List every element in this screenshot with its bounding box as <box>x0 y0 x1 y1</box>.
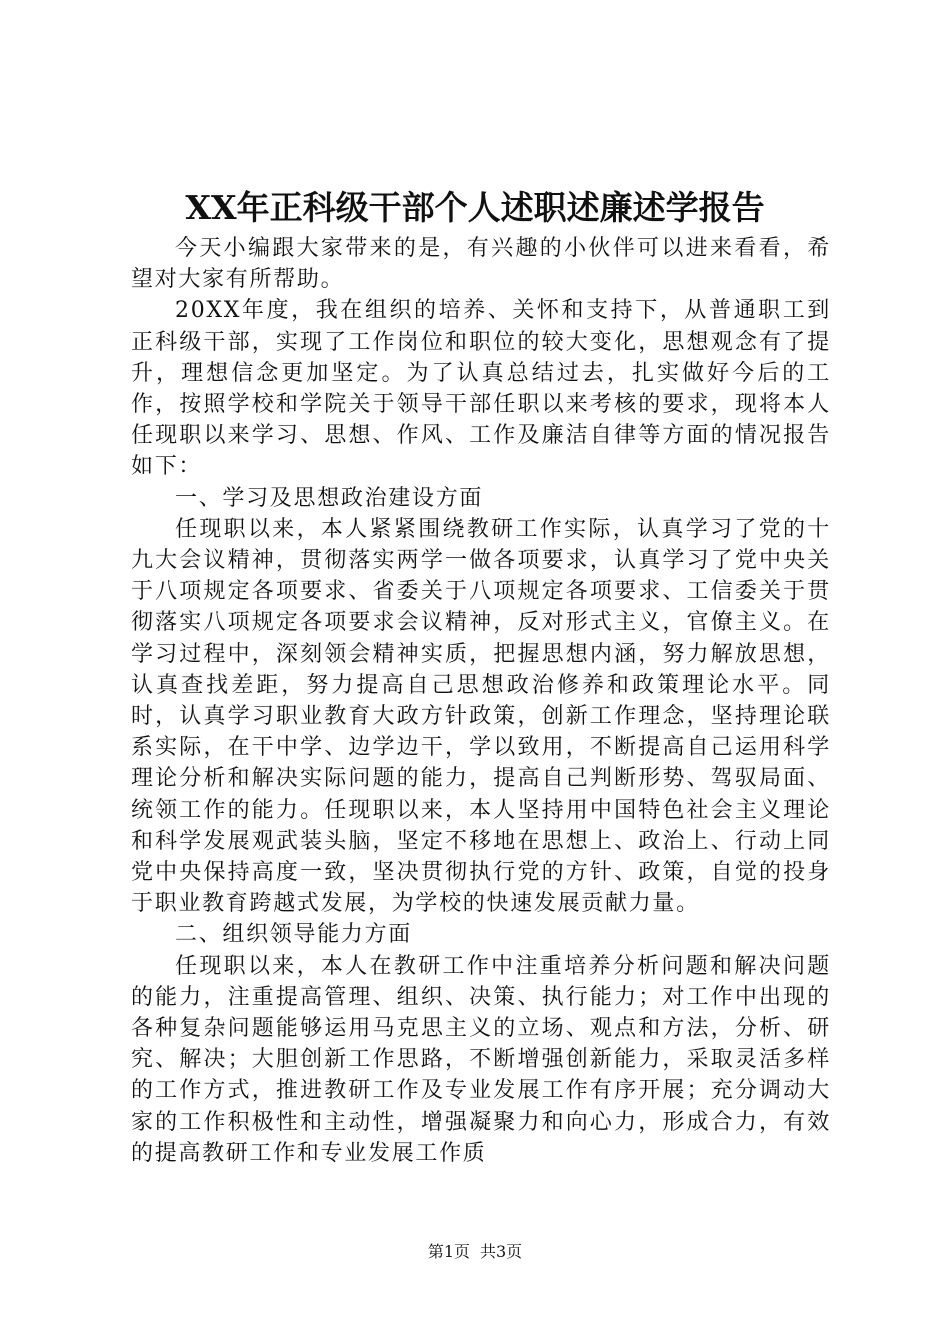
intro-paragraph: 今天小编跟大家带来的是，有兴趣的小伙伴可以进来看看，希望对大家有所帮助。 <box>131 236 831 293</box>
section-heading-study: 一、学习及思想政治建设方面 <box>175 485 484 511</box>
document-body <box>131 233 831 1169</box>
section-heading-leadership: 二、组织领导能力方面 <box>175 922 413 948</box>
page-total: 共3页 <box>480 1242 523 1261</box>
overview-paragraph: 20XX年度，我在组织的培养、关怀和支持下，从普通职工到正科级干部，实现了工作岗位和职位的较大变化，思想观念有了提升，理想信念更加坚定。为了认真总结过去，扎实做好今后的工作，按照学校和学院关于领导干部任职以来考核的要求，现将本人任现职以来学习、思想、作风、工作及廉洁自律等方面的情况报告如下： <box>131 298 831 480</box>
page-footer <box>0 1242 950 1262</box>
page-number: 第1页 <box>427 1242 470 1261</box>
document-title: XX年正科级干部个人述职述廉述学报告 <box>185 188 765 227</box>
leadership-paragraph: 任现职以来，本人在教研工作中注重培养分析问题和解决问题的能力，注重提高管理、组织、决策、执行能力；对工作中出现的各种复杂问题能够运用马克思主义的立场、观点和方法，分析、研究、解决；大胆创新工作思路，不断增强创新能力，采取灵活多样的工作方式，推进教研工作及专业发展工作有序开展；充分调动大家的工作积极性和主动性，增强凝聚力和向心力，形成合力，有效的提高教研工作和专业发展工作质 <box>131 953 831 1166</box>
study-paragraph: 任现职以来，本人紧紧围绕教研工作实际，认真学习了党的十九大会议精神，贯彻落实两学一做各项要求，认真学习了党中央关于八项规定各项要求、省委关于八项规定各项要求、工信委关于贯彻落实八项规定各项要求会议精神，反对形式主义，官僚主义。在学习过程中，深刻领会精神实质，把握思想内涵，努力解放思想，认真查找差距，努力提高自己思想政治修养和政策理论水平。同时，认真学习职业教育大政方针政策，创新工作理念，坚持理论联系实际，在干中学、边学边干，学以致用，不断提高自己运用科学理论分析和解决实际问题的能力，提高自己判断形势、驾驭局面、统领工作的能力。任现职以来，本人坚持用中国特色社会主义理论和科学发展观武装头脑，坚定不移地在思想上、政治上、行动上同党中央保持高度一致，坚决贯彻执行党的方针、政策，自觉的投身于职业教育跨越式发展，为学校的快速发展贡献力量。 <box>131 516 831 917</box>
